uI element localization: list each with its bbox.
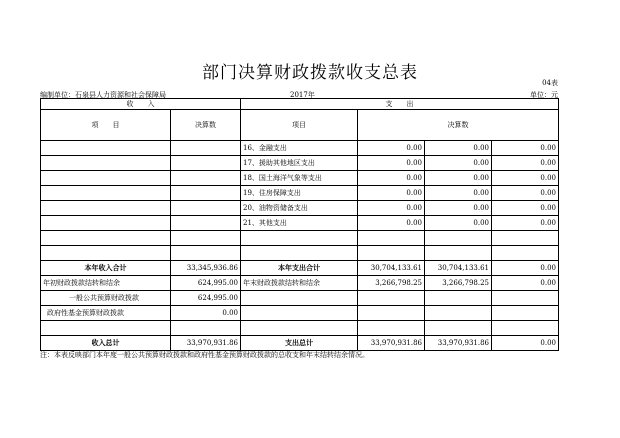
- expense-value-1-cell: 0.00: [358, 201, 425, 216]
- income-amount-header: 决算数: [171, 110, 241, 141]
- report-title: 部门决算财政拨款收支总表: [202, 63, 418, 83]
- expense-value-3-cell: 0.00: [492, 141, 559, 156]
- total-expense-label: 本年支出合计: [241, 261, 358, 276]
- expense-value-2-cell: [425, 231, 492, 246]
- expense-item-cell: [241, 231, 358, 246]
- expense-value-1-cell: 0.00: [358, 171, 425, 186]
- expense-value-1-cell: 0.00: [358, 216, 425, 231]
- expense-value-3-cell: 0.00: [492, 216, 559, 231]
- grand-expense-value-2: 33,970,931.86: [425, 336, 492, 351]
- expense-value-1-cell: [358, 246, 425, 261]
- sub-row-fund: [41, 306, 559, 321]
- expense-value-3-cell: [492, 246, 559, 261]
- expense-value-3-cell: 0.00: [492, 186, 559, 201]
- income-item-cell: [41, 186, 171, 201]
- form-number: 04表: [542, 79, 558, 87]
- grand-income-value: 33,970,931.86: [171, 336, 241, 351]
- table-row: [41, 216, 559, 231]
- expense-item-cell: 20、油物资储备支出: [241, 201, 358, 216]
- currency-unit: 单位：元: [530, 91, 558, 99]
- fund-budget-value: 0.00: [171, 306, 241, 321]
- column-header-row: [41, 110, 559, 141]
- income-item-cell: [41, 141, 171, 156]
- table-row: [41, 186, 559, 201]
- income-value-cell: [171, 216, 241, 231]
- total-income-value: 33,345,936.86: [171, 261, 241, 276]
- carry-expense-value-2: 3,266,798.25: [425, 276, 492, 291]
- expense-amount-header: 决算数: [358, 110, 559, 141]
- sub-row-general: [41, 291, 559, 306]
- carry-expense-label: 年末财政拨款结转和结余: [241, 276, 358, 291]
- compiling-unit: 编制单位：石泉县人力资源和社会保障局: [40, 91, 166, 99]
- total-expense-value-2: 30,704,133.61: [425, 261, 492, 276]
- income-value-cell: [171, 186, 241, 201]
- fund-budget-label: 政府性基金预算财政拨款: [41, 306, 171, 321]
- income-header: 收 入: [41, 99, 241, 110]
- carry-income-label: 年初财政拨款结转和结余: [41, 276, 171, 291]
- income-item-header: 项 目: [41, 110, 171, 141]
- expense-header: 支 出: [241, 99, 559, 110]
- expense-value-3-cell: [492, 231, 559, 246]
- expense-value-3-cell: 0.00: [492, 201, 559, 216]
- report-table: [40, 98, 559, 351]
- table-row: [41, 201, 559, 216]
- expense-item-header: 项目: [241, 110, 358, 141]
- general-budget-label: 一般公共预算财政拨款: [41, 291, 171, 306]
- expense-value-2-cell: 0.00: [425, 156, 492, 171]
- expense-item-cell: 18、国土海洋气象等支出: [241, 171, 358, 186]
- table-row: [41, 231, 559, 246]
- expense-value-3-cell: 0.00: [492, 171, 559, 186]
- expense-value-1-cell: 0.00: [358, 156, 425, 171]
- income-item-cell: [41, 216, 171, 231]
- expense-item-cell: 21、其他支出: [241, 216, 358, 231]
- table-row: [41, 246, 559, 261]
- income-item-cell: [41, 231, 171, 246]
- income-value-cell: [171, 141, 241, 156]
- expense-value-3-cell: 0.00: [492, 156, 559, 171]
- grand-expense-label: 支出总计: [241, 336, 358, 351]
- income-item-cell: [41, 201, 171, 216]
- general-budget-value: 624,995.00: [171, 291, 241, 306]
- carry-row: [41, 276, 559, 291]
- empty-row: [41, 321, 559, 336]
- grand-expense-value-1: 33,970,931.86: [358, 336, 425, 351]
- income-value-cell: [171, 156, 241, 171]
- total-row: [41, 261, 559, 276]
- detail-rows: [41, 141, 559, 261]
- expense-item-cell: 17、援助其他地区支出: [241, 156, 358, 171]
- income-item-cell: [41, 246, 171, 261]
- income-item-cell: [41, 171, 171, 186]
- total-expense-value-1: 30,704,133.61: [358, 261, 425, 276]
- total-expense-value-3: 0.00: [492, 261, 559, 276]
- carry-expense-value-3: 0.00: [492, 276, 559, 291]
- table-row: [41, 141, 559, 156]
- expense-item-cell: 16、金融支出: [241, 141, 358, 156]
- carry-income-value: 624,995.00: [171, 276, 241, 291]
- expense-value-1-cell: 0.00: [358, 141, 425, 156]
- income-item-cell: [41, 156, 171, 171]
- expense-value-2-cell: [425, 246, 492, 261]
- table-row: [41, 156, 559, 171]
- expense-item-cell: 19、住房保障支出: [241, 186, 358, 201]
- grand-expense-value-3: 0.00: [492, 336, 559, 351]
- expense-value-2-cell: 0.00: [425, 171, 492, 186]
- expense-value-2-cell: 0.00: [425, 141, 492, 156]
- total-income-label: 本年收入合计: [41, 261, 171, 276]
- expense-value-1-cell: [358, 231, 425, 246]
- income-value-cell: [171, 201, 241, 216]
- report-year: 2017年: [290, 91, 315, 99]
- income-value-cell: [171, 171, 241, 186]
- expense-value-2-cell: 0.00: [425, 186, 492, 201]
- footnote: 注：本表反映部门本年度一般公共预算财政拨款和政府性基金预算财政拨款的总收支和年末结转结余情况。: [40, 351, 369, 359]
- expense-value-2-cell: 0.00: [425, 216, 492, 231]
- grand-income-label: 收入总计: [41, 336, 171, 351]
- expense-value-2-cell: 0.00: [425, 201, 492, 216]
- table-row: [41, 171, 559, 186]
- expense-value-1-cell: 0.00: [358, 186, 425, 201]
- expense-item-cell: [241, 246, 358, 261]
- grand-total-row: [41, 336, 559, 351]
- income-value-cell: [171, 231, 241, 246]
- carry-expense-value-1: 3,266,798.25: [358, 276, 425, 291]
- income-value-cell: [171, 246, 241, 261]
- section-header-row: [41, 99, 559, 110]
